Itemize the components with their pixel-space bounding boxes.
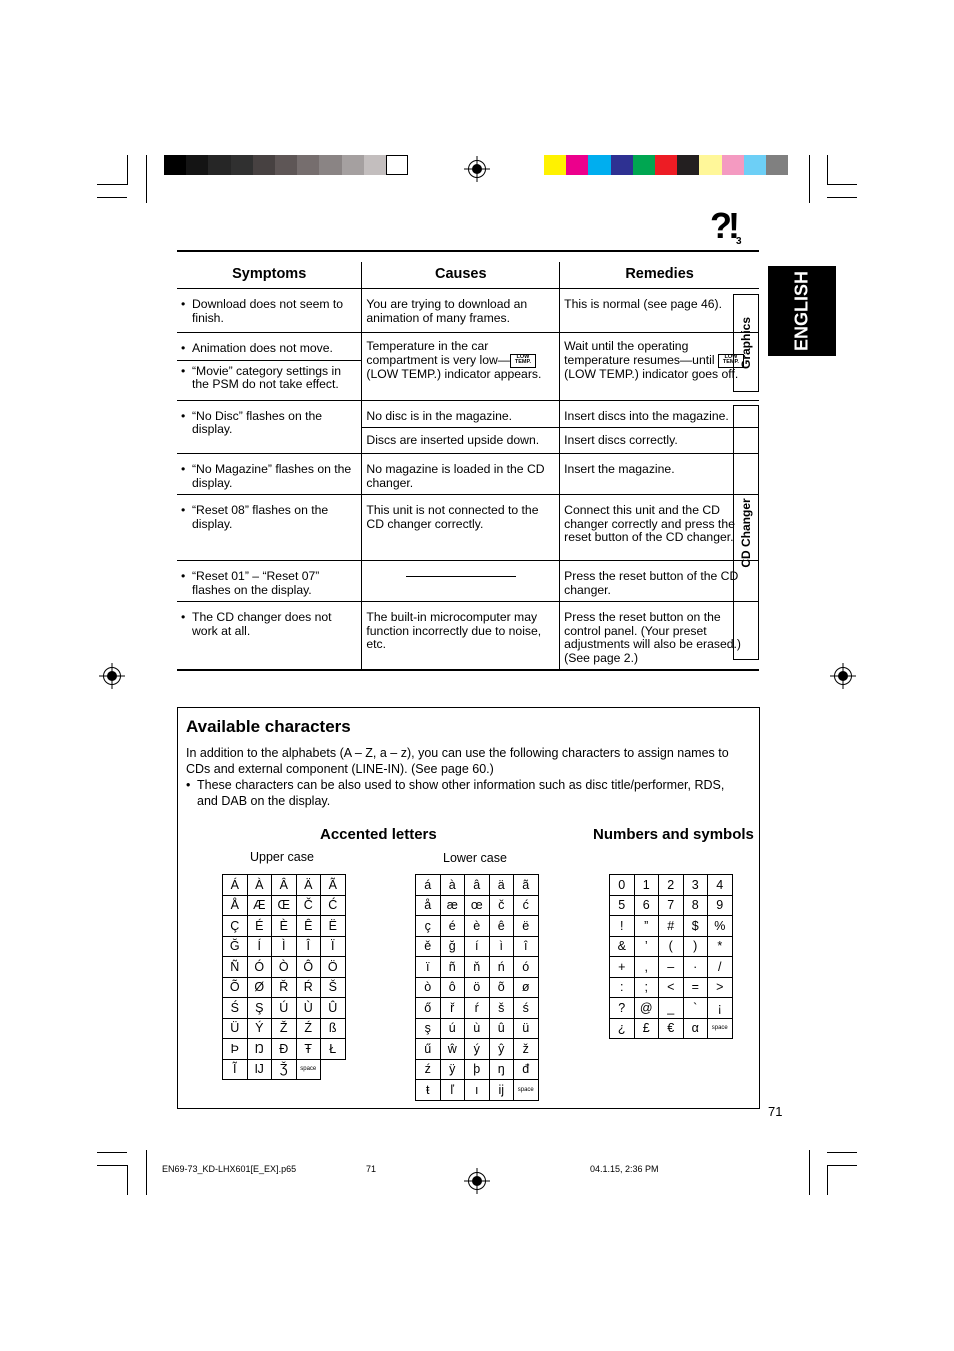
footer-timestamp: 04.1.15, 2:36 PM bbox=[590, 1164, 659, 1174]
grid-cell: _ bbox=[659, 998, 684, 1019]
remedy-cell: Insert discs correctly. bbox=[560, 428, 759, 454]
crop-mark bbox=[827, 197, 857, 198]
grid-cell: ŕ bbox=[465, 998, 490, 1019]
grid-cell: 3 bbox=[683, 875, 708, 896]
cause-cell bbox=[362, 333, 560, 401]
color-swatch bbox=[319, 155, 341, 175]
grid-cell: Ř bbox=[272, 977, 297, 998]
grid-row bbox=[416, 916, 539, 937]
grid-cell: Ĳ bbox=[247, 1059, 272, 1080]
grid-cell: 6 bbox=[634, 895, 659, 916]
grid-cell: Ć bbox=[321, 895, 346, 916]
grid-cell: æ bbox=[440, 895, 465, 916]
grid-cell: ğ bbox=[440, 936, 465, 957]
grid-cell: Ğ bbox=[223, 936, 248, 957]
remedy-cell: Press the reset button of the CD changer. bbox=[560, 561, 759, 602]
cause-cell: The built-in microcomputer may function incorrectly due to noise, etc. bbox=[362, 602, 560, 671]
grid-cell: Ï bbox=[321, 936, 346, 957]
grid-cell: > bbox=[708, 977, 733, 998]
upper-case-grid bbox=[222, 874, 346, 1080]
color-swatch bbox=[566, 155, 588, 175]
grid-cell: ! bbox=[610, 916, 635, 937]
grid-row bbox=[416, 1018, 539, 1039]
grid-cell: ê bbox=[489, 916, 514, 937]
grid-cell: * bbox=[708, 936, 733, 957]
grid-cell: ñ bbox=[440, 957, 465, 978]
grid-row bbox=[416, 998, 539, 1019]
low-temp-indicator-icon: LOW TEMP. bbox=[510, 354, 536, 368]
symptom-cell bbox=[177, 360, 362, 400]
grid-cell: ä bbox=[489, 875, 514, 896]
grid-cell: û bbox=[489, 1018, 514, 1039]
grid-cell: Ŋ bbox=[247, 1039, 272, 1060]
grid-cell: Ø bbox=[247, 977, 272, 998]
grid-cell: Ú bbox=[272, 998, 297, 1019]
grid-cell: ¡ bbox=[708, 998, 733, 1019]
grid-cell: â bbox=[465, 875, 490, 896]
cause-text: (LOW TEMP.) indicator appears. bbox=[366, 366, 542, 381]
grid-row bbox=[416, 1039, 539, 1060]
grid-cell: % bbox=[708, 916, 733, 937]
language-tab bbox=[768, 266, 836, 356]
grid-cell: Þ bbox=[223, 1039, 248, 1060]
grid-row bbox=[223, 957, 346, 978]
grid-cell: ŧ bbox=[416, 1080, 441, 1101]
grid-cell-space: space bbox=[514, 1080, 539, 1101]
grid-cell: = bbox=[683, 977, 708, 998]
grid-cell: Ê bbox=[296, 916, 321, 937]
grid-row bbox=[223, 1018, 346, 1039]
grid-cell: š bbox=[489, 998, 514, 1019]
grid-cell: ž bbox=[514, 1039, 539, 1060]
grid-row bbox=[610, 957, 733, 978]
grid-cell: ś bbox=[514, 998, 539, 1019]
cause-text: Temperature in the car compartment is very low— bbox=[366, 339, 510, 367]
grid-cell: Ö bbox=[321, 957, 346, 978]
crop-mark bbox=[97, 197, 127, 198]
grid-cell: Ó bbox=[247, 957, 272, 978]
symptom-text: • “Reset 01” – “Reset 07” flashes on the display. bbox=[181, 570, 357, 597]
grid-cell: Ŧ bbox=[296, 1039, 321, 1060]
color-swatch bbox=[699, 155, 721, 175]
color-swatch bbox=[342, 155, 364, 175]
grid-row bbox=[223, 936, 346, 957]
cause-cell: This unit is not connected to the CD changer correctly. bbox=[362, 495, 560, 561]
table-top-rule bbox=[177, 250, 759, 252]
table-header-row bbox=[177, 262, 759, 289]
grid-empty-cell bbox=[321, 1059, 346, 1080]
grid-cell: α bbox=[683, 1018, 708, 1039]
grid-cell: / bbox=[708, 957, 733, 978]
grid-row bbox=[223, 1039, 346, 1060]
grid-row bbox=[610, 1018, 733, 1039]
crop-mark bbox=[146, 1150, 147, 1195]
grid-cell: Í bbox=[247, 936, 272, 957]
footer-file: EN69-73_KD-LHX601[E_EX].p65 bbox=[162, 1164, 297, 1174]
grid-cell: å bbox=[416, 895, 441, 916]
symptom-cell bbox=[177, 333, 362, 361]
lower-case-grid bbox=[415, 874, 539, 1101]
grid-cell: Ž bbox=[272, 1018, 297, 1039]
grid-cell: ź bbox=[416, 1059, 441, 1080]
remedy-text: (LOW TEMP.) indicator goes off. bbox=[564, 366, 739, 381]
crop-mark bbox=[827, 155, 828, 185]
grid-cell: Â bbox=[272, 875, 297, 896]
grid-row bbox=[610, 998, 733, 1019]
grid-cell: Đ bbox=[272, 1039, 297, 1060]
grid-cell: 0 bbox=[610, 875, 635, 896]
grid-row bbox=[416, 977, 539, 998]
grid-cell: Œ bbox=[272, 895, 297, 916]
grid-cell: ŵ bbox=[440, 1039, 465, 1060]
color-swatch bbox=[588, 155, 610, 175]
language-tab-label: ENGLISH bbox=[791, 270, 812, 352]
cause-cell: Discs are inserted upside down. bbox=[362, 428, 560, 454]
grid-cell: £ bbox=[634, 1018, 659, 1039]
grid-cell: À bbox=[247, 875, 272, 896]
grid-cell: Î bbox=[296, 936, 321, 957]
cause-cell: No magazine is loaded in the CD changer. bbox=[362, 454, 560, 495]
cause-cell: You are trying to download an animation of many frames. bbox=[362, 289, 560, 333]
section-label-text: CD Changer bbox=[739, 497, 753, 568]
grid-cell: é bbox=[440, 916, 465, 937]
grid-row bbox=[223, 916, 346, 937]
grid-cell: ï bbox=[416, 957, 441, 978]
troubleshooting-icon: ?!3 bbox=[710, 205, 738, 247]
section-label-graphics bbox=[733, 294, 759, 392]
grid-cell: ì bbox=[489, 936, 514, 957]
grid-cell: Ù bbox=[296, 998, 321, 1019]
crop-mark bbox=[146, 155, 147, 203]
grid-cell: Č bbox=[296, 895, 321, 916]
table-row bbox=[177, 400, 759, 428]
grid-cell: đ bbox=[514, 1059, 539, 1080]
header-symptoms: Symptoms bbox=[177, 262, 362, 289]
color-swatch bbox=[544, 155, 566, 175]
grid-cell: 8 bbox=[683, 895, 708, 916]
grid-cell: ń bbox=[489, 957, 514, 978]
color-swatch bbox=[231, 155, 253, 175]
grid-cell: Ã bbox=[321, 875, 346, 896]
grid-row bbox=[416, 957, 539, 978]
crop-mark bbox=[827, 184, 857, 185]
grid-cell: · bbox=[683, 957, 708, 978]
upper-case-label: Upper case bbox=[250, 850, 314, 864]
grid-cell: þ bbox=[465, 1059, 490, 1080]
grid-cell: Ä bbox=[296, 875, 321, 896]
grid-cell: ) bbox=[683, 936, 708, 957]
grid-cell: 1 bbox=[634, 875, 659, 896]
grid-cell: ` bbox=[683, 998, 708, 1019]
grid-cell: Ǯ bbox=[272, 1059, 297, 1080]
remedy-cell bbox=[560, 333, 759, 401]
section-label-cd-changer bbox=[733, 405, 759, 660]
grid-cell: ù bbox=[465, 1018, 490, 1039]
grid-cell: Ĩ bbox=[223, 1059, 248, 1080]
grid-row bbox=[223, 895, 346, 916]
registration-mark-icon bbox=[103, 667, 121, 685]
intro-text bbox=[186, 745, 748, 809]
grid-cell: œ bbox=[465, 895, 490, 916]
grid-cell: Õ bbox=[223, 977, 248, 998]
grid-cell: ? bbox=[610, 998, 635, 1019]
grid-cell: ; bbox=[634, 977, 659, 998]
crop-mark bbox=[97, 1165, 127, 1166]
symptom-cell bbox=[177, 561, 362, 602]
grid-cell: Ç bbox=[223, 916, 248, 937]
grid-cell: 4 bbox=[708, 875, 733, 896]
crop-mark bbox=[97, 184, 127, 185]
grid-cell: ã bbox=[514, 875, 539, 896]
color-swatch bbox=[208, 155, 230, 175]
color-swatch bbox=[364, 155, 386, 175]
grid-row bbox=[610, 875, 733, 896]
grid-cell: ú bbox=[440, 1018, 465, 1039]
grid-cell: ò bbox=[416, 977, 441, 998]
accented-letters-heading: Accented letters bbox=[320, 826, 437, 843]
low-temp-indicator-icon: LOW TEMP. bbox=[718, 354, 744, 368]
grid-row bbox=[416, 1059, 539, 1080]
grid-cell: č bbox=[489, 895, 514, 916]
grid-cell: Ì bbox=[272, 936, 297, 957]
header-remedies: Remedies bbox=[560, 262, 759, 289]
crop-mark bbox=[827, 1165, 857, 1166]
grid-cell: 9 bbox=[708, 895, 733, 916]
crop-mark bbox=[827, 1165, 828, 1195]
symptom-text: • “No Magazine” flashes on the display. bbox=[181, 463, 357, 490]
crop-mark bbox=[127, 1165, 128, 1195]
grid-cell-space: space bbox=[708, 1018, 733, 1039]
color-swatch bbox=[633, 155, 655, 175]
grid-row bbox=[610, 936, 733, 957]
grid-cell: Æ bbox=[247, 895, 272, 916]
grid-cell: Ò bbox=[272, 957, 297, 978]
grid-cell: ” bbox=[634, 916, 659, 937]
crop-mark bbox=[809, 1150, 810, 1195]
grid-cell-space: space bbox=[296, 1059, 321, 1080]
grid-cell: ô bbox=[440, 977, 465, 998]
symptom-cell bbox=[177, 289, 362, 333]
registration-mark-icon bbox=[468, 1172, 486, 1190]
color-swatch bbox=[766, 155, 788, 175]
symptom-cell bbox=[177, 454, 362, 495]
grid-cell: Ô bbox=[296, 957, 321, 978]
grid-cell: ( bbox=[659, 936, 684, 957]
table-row bbox=[177, 495, 759, 561]
symptom-cell bbox=[177, 400, 362, 454]
grid-cell: ÿ bbox=[440, 1059, 465, 1080]
grid-cell: ü bbox=[514, 1018, 539, 1039]
grid-cell: Ŕ bbox=[296, 977, 321, 998]
grid-cell: < bbox=[659, 977, 684, 998]
footer-page: 71 bbox=[366, 1164, 377, 1174]
symptom-text: • Animation does not move. bbox=[181, 342, 357, 356]
grid-cell: $ bbox=[683, 916, 708, 937]
table-row bbox=[177, 454, 759, 495]
cause-cell: No disc is in the magazine. bbox=[362, 400, 560, 428]
grid-cell: Ñ bbox=[223, 957, 248, 978]
not-applicable-line bbox=[406, 576, 516, 577]
grid-cell: , bbox=[634, 957, 659, 978]
note-bullet: • These characters can be also used to show other information such as disc title/performer, RDS, and DAB on the display. bbox=[186, 777, 748, 809]
grid-cell: Ü bbox=[223, 1018, 248, 1039]
table-row bbox=[177, 561, 759, 602]
available-characters-panel bbox=[177, 707, 760, 1109]
grid-row bbox=[223, 998, 346, 1019]
grid-cell: Ś bbox=[223, 998, 248, 1019]
grid-cell: + bbox=[610, 957, 635, 978]
grid-cell: : bbox=[610, 977, 635, 998]
registration-mark-icon bbox=[834, 667, 852, 685]
grid-cell: í bbox=[465, 936, 490, 957]
grid-row bbox=[610, 895, 733, 916]
crop-mark bbox=[827, 1152, 857, 1153]
grid-cell: î bbox=[514, 936, 539, 957]
grid-cell: Š bbox=[321, 977, 346, 998]
page-number: 71 bbox=[768, 1104, 783, 1119]
grid-cell: É bbox=[247, 916, 272, 937]
registration-mark-icon bbox=[468, 160, 486, 178]
table-row bbox=[177, 602, 759, 671]
table-row bbox=[177, 333, 759, 361]
grid-cell: ň bbox=[465, 957, 490, 978]
grid-cell: Ł bbox=[321, 1039, 346, 1060]
grid-cell: 2 bbox=[659, 875, 684, 896]
symptom-cell bbox=[177, 495, 362, 561]
grid-cell: ć bbox=[514, 895, 539, 916]
grid-cell: # bbox=[659, 916, 684, 937]
color-swatch bbox=[275, 155, 297, 175]
grid-cell: Ë bbox=[321, 916, 346, 937]
color-swatch bbox=[677, 155, 699, 175]
section-title: Available characters bbox=[186, 717, 351, 736]
grid-row bbox=[223, 977, 346, 998]
grid-cell: & bbox=[610, 936, 635, 957]
grid-cell: ë bbox=[514, 916, 539, 937]
grid-cell: 7 bbox=[659, 895, 684, 916]
symptom-text: • Download does not seem to finish. bbox=[181, 298, 357, 325]
color-swatch bbox=[744, 155, 766, 175]
grid-cell: Ş bbox=[247, 998, 272, 1019]
color-swatch bbox=[186, 155, 208, 175]
grid-cell: ó bbox=[514, 957, 539, 978]
symptom-text: • “No Disc” flashes on the display. bbox=[181, 410, 357, 437]
grid-row bbox=[416, 936, 539, 957]
grid-cell: ¿ bbox=[610, 1018, 635, 1039]
color-swatch bbox=[386, 155, 408, 175]
grid-cell: 5 bbox=[610, 895, 635, 916]
crop-mark bbox=[127, 155, 128, 185]
grid-cell: Å bbox=[223, 895, 248, 916]
section-label-text: Graphics bbox=[739, 316, 753, 370]
grid-cell: ű bbox=[416, 1039, 441, 1060]
grid-cell: – bbox=[659, 957, 684, 978]
grid-row bbox=[610, 977, 733, 998]
numbers-symbols-grid bbox=[609, 874, 733, 1039]
grid-cell: ľ bbox=[440, 1080, 465, 1101]
grid-cell: á bbox=[416, 875, 441, 896]
color-swatch bbox=[722, 155, 744, 175]
grid-cell: õ bbox=[489, 977, 514, 998]
grid-cell: ö bbox=[465, 977, 490, 998]
cause-cell-empty bbox=[362, 561, 560, 602]
grid-cell: ş bbox=[416, 1018, 441, 1039]
remedy-cell: Insert the magazine. bbox=[560, 454, 759, 495]
remedy-cell: Insert discs into the magazine. bbox=[560, 400, 759, 428]
grid-cell: à bbox=[440, 875, 465, 896]
remedy-cell: Connect this unit and the CD changer correctly and press the reset button of the CD changer. bbox=[560, 495, 759, 561]
remedy-text: Wait until the operating temperature resumes—until bbox=[564, 339, 718, 367]
lower-case-label: Lower case bbox=[443, 851, 507, 865]
crop-mark bbox=[809, 155, 810, 203]
crop-mark bbox=[97, 1152, 127, 1153]
grid-row bbox=[416, 875, 539, 896]
symptom-text: • “Movie” category settings in the PSM do not take effect. bbox=[181, 365, 357, 392]
grid-cell: ŷ bbox=[489, 1039, 514, 1060]
troubleshooting-table bbox=[177, 262, 759, 671]
grid-cell: È bbox=[272, 916, 297, 937]
numbers-symbols-heading: Numbers and symbols bbox=[593, 826, 754, 843]
grid-cell: ç bbox=[416, 916, 441, 937]
grid-row bbox=[416, 895, 539, 916]
grid-cell: ı bbox=[465, 1080, 490, 1101]
symptom-cell bbox=[177, 602, 362, 671]
color-swatch bbox=[611, 155, 633, 175]
grid-cell: ŋ bbox=[489, 1059, 514, 1080]
remedy-cell: Press the reset button on the control panel. (Your preset adjustments will also be erased.) (See page 2.) bbox=[560, 602, 759, 671]
table-row bbox=[177, 289, 759, 333]
symptom-text: • The CD changer does not work at all. bbox=[181, 611, 357, 638]
grid-row bbox=[223, 875, 346, 896]
color-swatch bbox=[297, 155, 319, 175]
color-swatch bbox=[253, 155, 275, 175]
grid-cell: ø bbox=[514, 977, 539, 998]
grid-cell: Ź bbox=[296, 1018, 321, 1039]
grid-cell: Á bbox=[223, 875, 248, 896]
grid-cell: Û bbox=[321, 998, 346, 1019]
grid-cell: ’ bbox=[634, 936, 659, 957]
grid-cell: ě bbox=[416, 936, 441, 957]
grid-cell: ĳ bbox=[489, 1080, 514, 1101]
intro-paragraph: In addition to the alphabets (A – Z, a – z), you can use the following characters to assign names to CDs and external component (LINE-IN). (See page 60.) bbox=[186, 746, 729, 776]
grid-row bbox=[610, 916, 733, 937]
grid-cell: @ bbox=[634, 998, 659, 1019]
grid-cell: è bbox=[465, 916, 490, 937]
grid-cell: Ý bbox=[247, 1018, 272, 1039]
remedy-cell: This is normal (see page 46). bbox=[560, 289, 759, 333]
grid-cell: € bbox=[659, 1018, 684, 1039]
header-causes: Causes bbox=[362, 262, 560, 289]
grid-cell: ý bbox=[465, 1039, 490, 1060]
color-swatch bbox=[164, 155, 186, 175]
grid-cell: ř bbox=[440, 998, 465, 1019]
grid-cell: ß bbox=[321, 1018, 346, 1039]
color-swatch bbox=[655, 155, 677, 175]
grid-cell: ő bbox=[416, 998, 441, 1019]
symptom-text: • “Reset 08” flashes on the display. bbox=[181, 504, 357, 531]
grid-row bbox=[416, 1080, 539, 1101]
grid-row bbox=[223, 1059, 346, 1080]
